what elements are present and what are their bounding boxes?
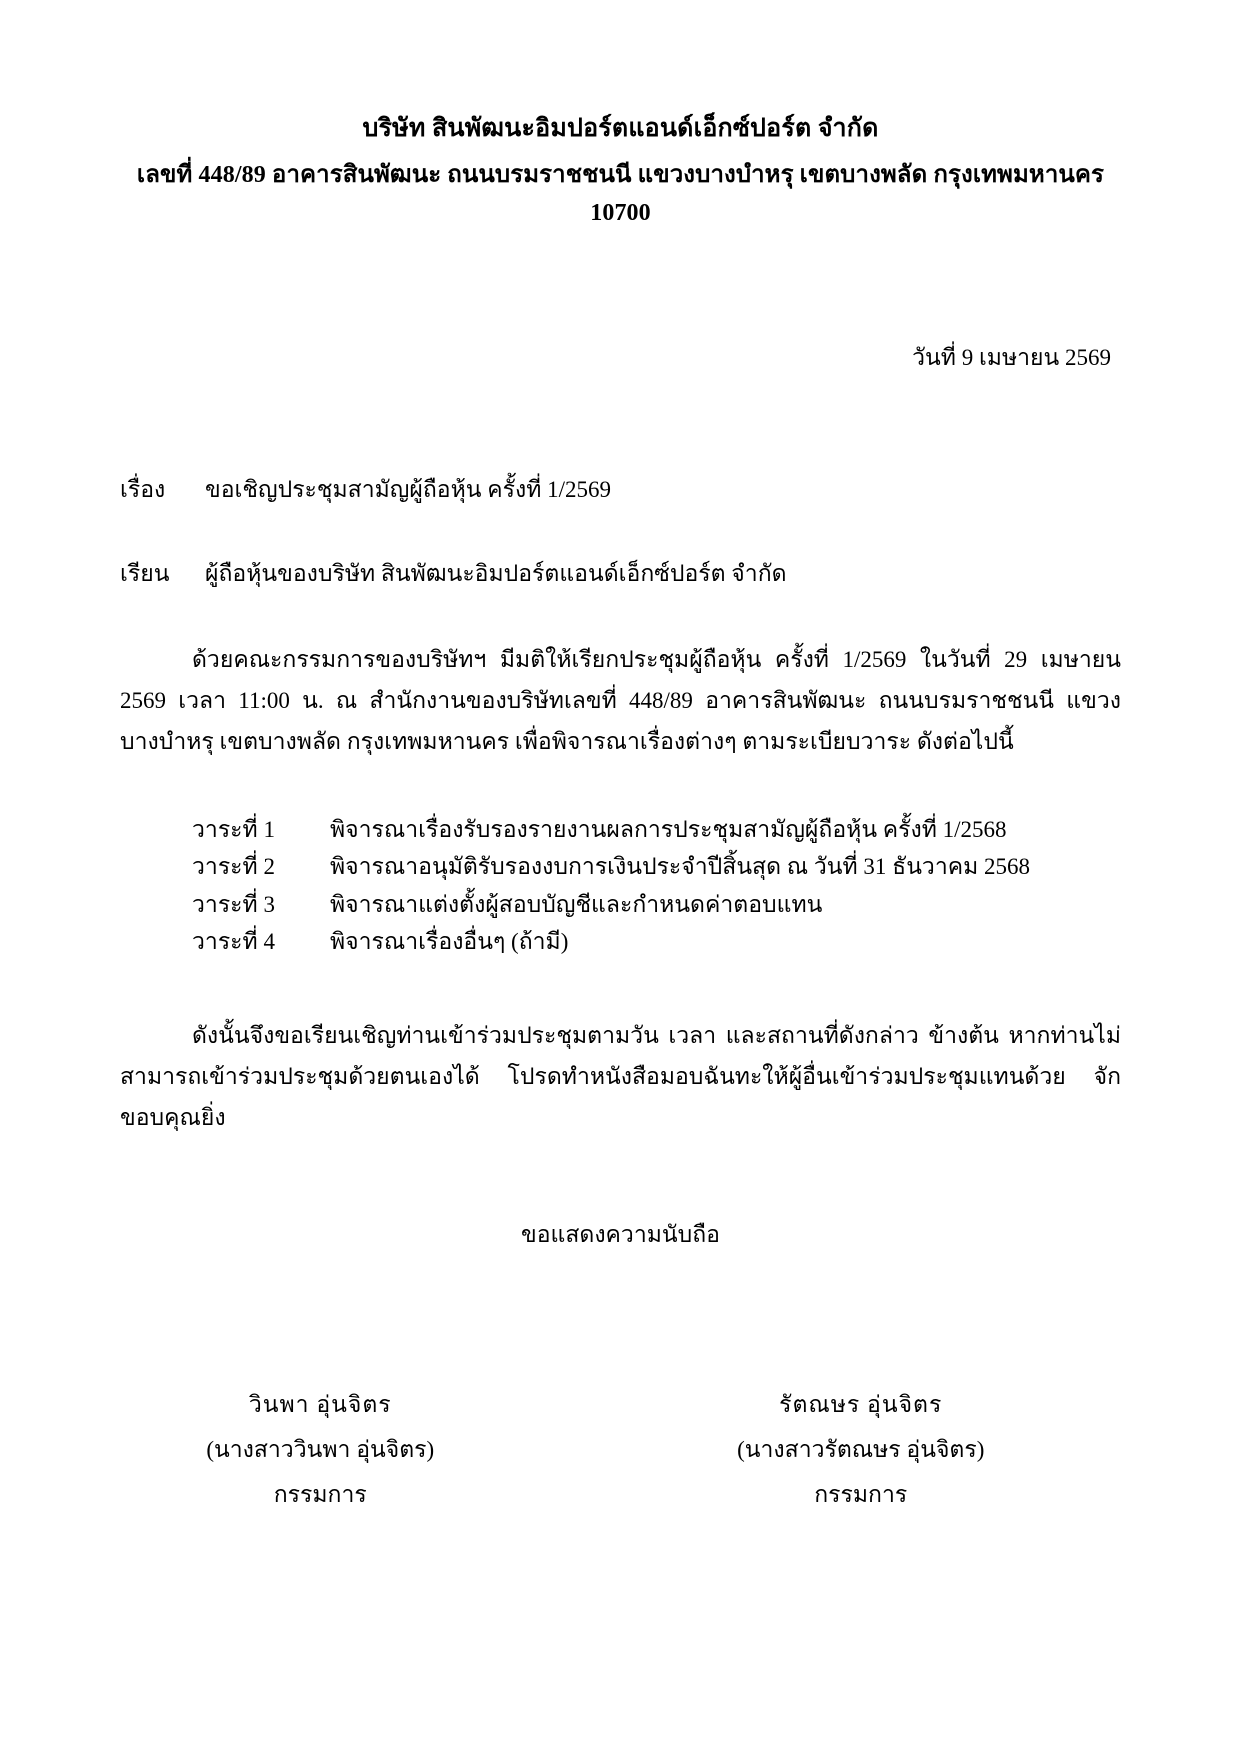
signature-title: กรรมการ xyxy=(273,1481,367,1507)
signature-printed-name: (นางสาววินพา อุ่นจิตร) xyxy=(206,1436,435,1462)
signature-block xyxy=(120,1383,1121,1518)
signature-right xyxy=(641,1383,1122,1518)
company-address: เลขที่ 448/89 อาคารสินพัฒนะ ถนนบรมราชชนนี แขวงบางบำหรุ เขตบางพลัด กรุงเทพมหานคร 10700 xyxy=(136,161,1105,226)
subject-value: ขอเชิญประชุมสามัญผู้ถือหุ้น ครั้งที่ 1/2569 xyxy=(205,477,612,503)
recipient-value: ผู้ถือหุ้นของบริษัท สินพัฒนะอิมปอร์ตแอนด์เอ็กซ์ปอร์ต จำกัด xyxy=(205,561,787,587)
intro-paragraph: ด้วยคณะกรรมการของบริษัทฯ มีมติให้เรียกประชุมผู้ถือหุ้น ครั้งที่ 1/2569 ในวันที่ 29 เมษายน 2569 เวลา 11:00 น. ณ สำนักงานของบริษัทเลขที่ 448/89 อาคารสินพัฒนะ ถนนบรมราชชนนี แขวงบางบำหรุ เขตบางพลัด กรุงเทพมหานคร เพื่อพิจารณาเรื่องต่างๆ ตามระเบียบวาระ ดังต่อไปนี้ xyxy=(120,647,1121,755)
agenda-item xyxy=(192,923,1121,960)
subject-block xyxy=(120,472,1121,592)
agenda-item-number: วาระที่ 1 xyxy=(192,817,275,843)
company-name: บริษัท สินพัฒนะอิมปอร์ตแอนด์เอ็กซ์ปอร์ต จำกัด xyxy=(362,115,879,142)
recipient-label: เรียน xyxy=(120,561,170,587)
agenda-item-text: พิจารณาอนุมัติรับรองงบการเงินประจำปีสิ้นสุด ณ วันที่ 31 ธันวาคม 2568 xyxy=(330,854,1031,880)
agenda-item-number: วาระที่ 3 xyxy=(192,891,275,917)
subject-row xyxy=(120,472,1121,508)
signature-handwriting: รัตณษร อุ่นจิตร xyxy=(779,1391,943,1417)
agenda-item-text: พิจารณาเรื่องอื่นๆ (ถ้ามี) xyxy=(330,928,569,954)
signature-handwriting: วินพา อุ่นจิตร xyxy=(248,1391,392,1417)
subject-label: เรื่อง xyxy=(120,477,166,503)
agenda-item-text: พิจารณาเรื่องรับรองรายงานผลการประชุมสามัญผู้ถือหุ้น ครั้งที่ 1/2568 xyxy=(330,817,1007,843)
agenda-item-number: วาระที่ 2 xyxy=(192,854,275,880)
agenda-item-text: พิจารณาแต่งตั้งผู้สอบบัญชีและกำหนดค่าตอบแทน xyxy=(330,891,823,917)
closing-paragraph: ดังนั้นจึงขอเรียนเชิญท่านเข้าร่วมประชุมตามวัน เวลา และสถานที่ดังกล่าว ข้างต้น หากท่านไม่สามารถเข้าร่วมประชุมด้วยตนเองได้ โปรดทำหนังสือมอบฉันทะให้ผู้อื่นเข้าร่วมประชุมแทนด้วย จักขอบคุณยิ่ง xyxy=(120,1023,1121,1130)
recipient-row xyxy=(120,556,1121,592)
letterhead xyxy=(120,110,1121,232)
agenda-item-number: วาระที่ 4 xyxy=(192,928,275,954)
document-date: วันที่ 9 เมษายน 2569 xyxy=(912,345,1111,371)
signature-left xyxy=(120,1383,641,1518)
signature-printed-name: (นางสาวรัตณษร อุ่นจิตร) xyxy=(737,1436,985,1462)
signature-title: กรรมการ xyxy=(814,1481,908,1507)
agenda-item xyxy=(192,886,1121,923)
agenda-item xyxy=(192,848,1121,885)
regards-line: ขอแสดงความนับถือ xyxy=(520,1221,720,1247)
agenda-list xyxy=(192,811,1121,960)
agenda-item xyxy=(192,811,1121,848)
